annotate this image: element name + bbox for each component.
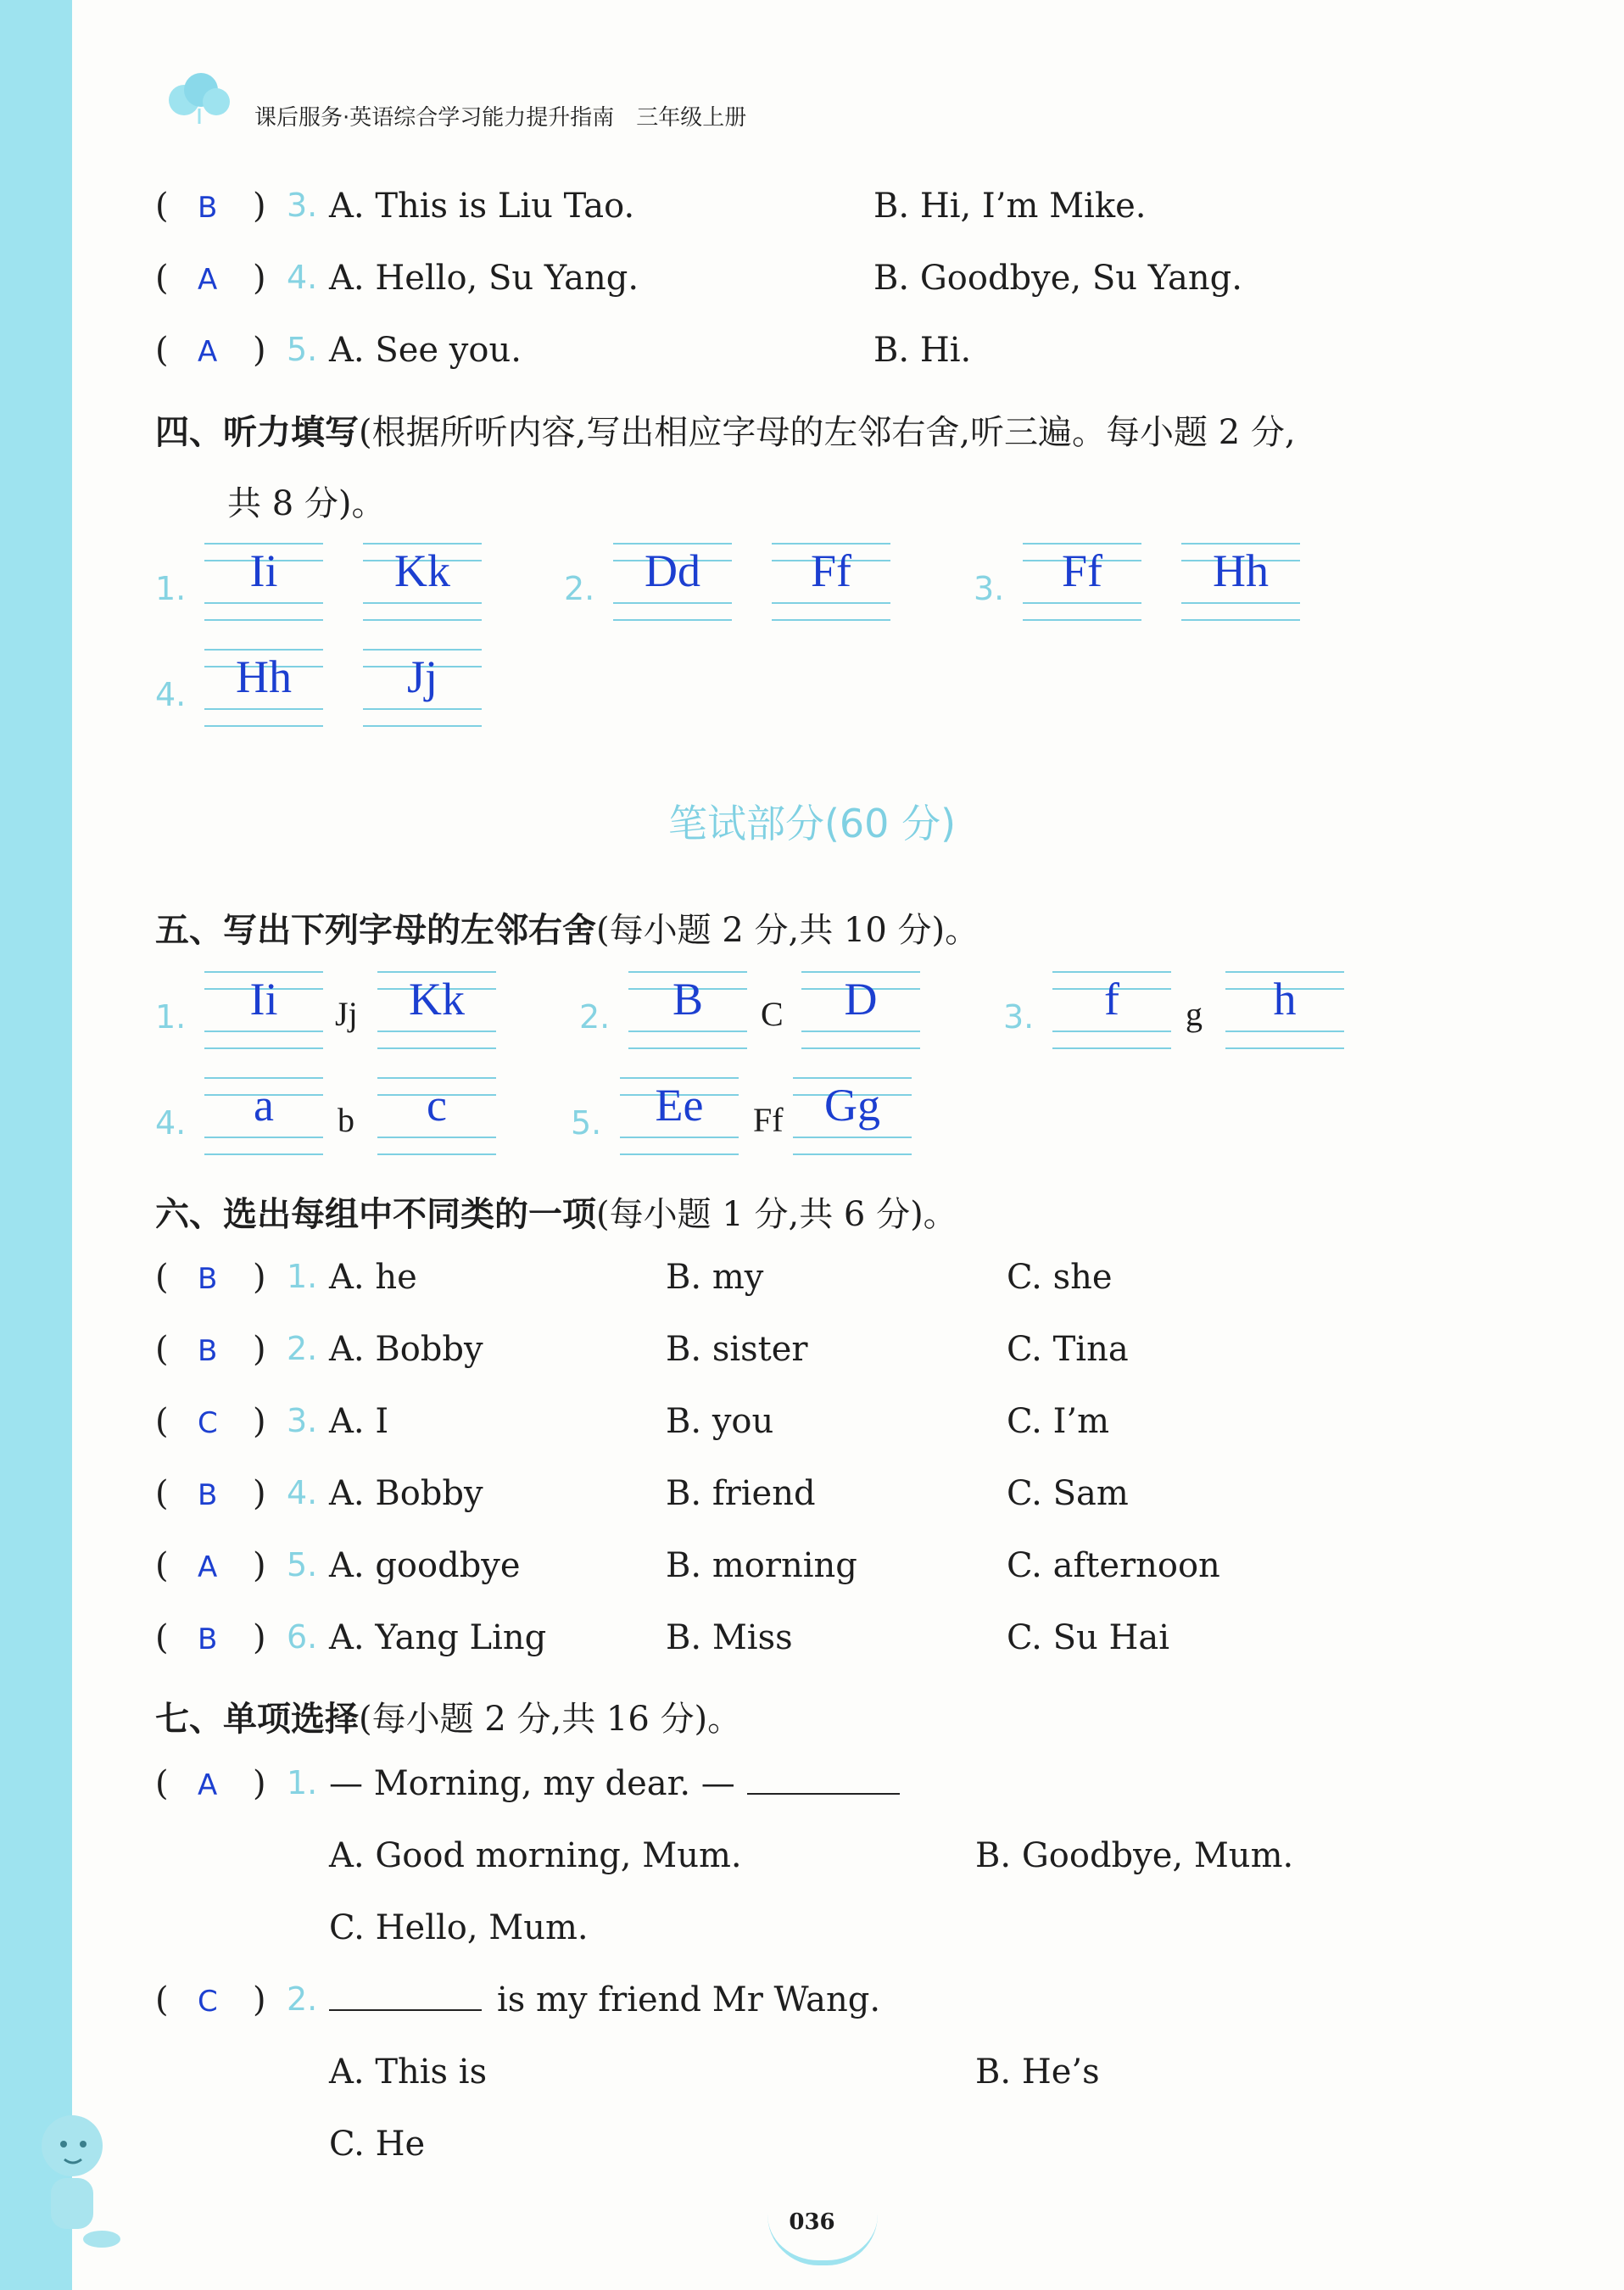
paren: ( (155, 1980, 169, 2019)
letter-answer: Ff (1061, 545, 1102, 596)
letter-answer-cell (801, 971, 920, 1047)
given-letter: Ff (753, 1101, 784, 1139)
option-a: A. he (329, 1258, 417, 1297)
question-number: 1. (155, 998, 187, 1036)
paren: ) (253, 1980, 266, 2019)
letter-answer-cell (628, 971, 747, 1047)
option-a: A. Yang Ling (329, 1618, 547, 1657)
answer-mark: B (198, 1334, 218, 1368)
letter-answer-cell (1023, 543, 1141, 619)
option-a: A. Hello, Su Yang. (329, 259, 639, 298)
question-number: 6. (287, 1618, 318, 1656)
answer-mark: C (198, 1985, 218, 2019)
answer-mark: A (198, 1768, 218, 1802)
paren: ) (253, 259, 266, 298)
header-title: 课后服务·英语综合学习能力提升指南 三年级上册 (254, 105, 747, 131)
option-b: B. Goodbye, Mum. (975, 1836, 1294, 1875)
option-b: B. He’s (975, 2053, 1100, 2092)
question-number: 5. (287, 1546, 318, 1583)
question-number: 1. (287, 1258, 318, 1295)
paren: ( (155, 1474, 169, 1513)
option-a: A. Good morning, Mum. (329, 1836, 742, 1875)
letter-answer-cell (204, 971, 323, 1047)
question-number: 4. (287, 259, 318, 296)
question-number: 2. (579, 998, 611, 1036)
letter-answer: Kk (394, 545, 450, 596)
option-b: B. friend (666, 1474, 816, 1513)
question-stem: — Morning, my dear. — (329, 1764, 900, 1803)
option-c: C. I’m (1007, 1402, 1110, 1441)
option-a: A. This is (329, 2053, 488, 2092)
question-number: 3. (974, 570, 1005, 607)
letter-answer: D (844, 974, 878, 1025)
question-number: 5. (287, 331, 318, 368)
letter-answer-cell (1225, 971, 1344, 1047)
option-b: B. sister (666, 1330, 808, 1369)
paren: ( (155, 1258, 169, 1297)
given-letter: b (338, 1101, 354, 1139)
option-b: B. Hi. (873, 331, 972, 370)
letter-answer-cell (204, 543, 323, 619)
option-a: A. This is Liu Tao. (329, 187, 635, 226)
letter-answer-cell (363, 649, 482, 725)
letter-answer: Hh (1213, 545, 1269, 596)
option-c: C. Sam (1007, 1474, 1129, 1513)
paren: ) (253, 1618, 266, 1657)
paren: ( (155, 259, 169, 298)
paren: ( (155, 1402, 169, 1441)
paren: ( (155, 1764, 169, 1803)
letter-answer-cell (377, 971, 496, 1047)
question-number: 3. (287, 187, 318, 224)
section5-heading: 五、写出下列字母的左邻右舍(每小题 2 分,共 10 分)。 (155, 911, 979, 950)
letter-answer: Kk (409, 974, 465, 1025)
letter-answer: f (1104, 974, 1119, 1025)
option-b: B. Miss (666, 1618, 793, 1657)
option-b: B. morning (666, 1546, 857, 1585)
letter-answer-cell (204, 1077, 323, 1153)
paren: ) (253, 1474, 266, 1513)
question-stem: is my friend Mr Wang. (329, 1980, 880, 2019)
option-b: B. my (666, 1258, 764, 1297)
question-number: 2. (564, 570, 595, 607)
letter-answer: Jj (406, 651, 438, 702)
paren: ( (155, 187, 169, 226)
letter-answer-cell (793, 1077, 912, 1153)
answer-mark: A (198, 263, 218, 297)
question-number: 5. (571, 1104, 602, 1142)
letter-answer-cell (204, 649, 323, 725)
letter-answer: c (427, 1080, 447, 1131)
paren: ( (155, 331, 169, 370)
option-a: A. See you. (329, 331, 522, 370)
letter-answer-cell (772, 543, 890, 619)
question-number: 3. (1003, 998, 1035, 1036)
option-b: B. Goodbye, Su Yang. (873, 259, 1242, 298)
question-number: 1. (287, 1764, 318, 1801)
paren: ( (155, 1546, 169, 1585)
page-number: 036 (789, 2209, 835, 2235)
letter-answer-cell (363, 543, 482, 619)
paren: ) (253, 1764, 266, 1803)
cloud-logo-icon (165, 66, 233, 126)
option-a: A. goodbye (329, 1546, 521, 1585)
paren: ) (253, 1258, 266, 1297)
answer-mark: A (198, 1550, 218, 1584)
letter-answer: a (254, 1080, 274, 1131)
answer-mark: C (198, 1406, 218, 1440)
section6-heading: 六、选出每组中不同类的一项(每小题 1 分,共 6 分)。 (155, 1195, 957, 1234)
paren: ) (253, 331, 266, 370)
option-c: C. Tina (1007, 1330, 1129, 1369)
section7-heading: 七、单项选择(每小题 2 分,共 16 分)。 (155, 1700, 742, 1739)
letter-answer: Dd (645, 545, 700, 596)
option-c: C. Su Hai (1007, 1618, 1170, 1657)
question-number: 4. (155, 676, 187, 713)
answer-mark: B (198, 1478, 218, 1512)
question-number: 4. (287, 1474, 318, 1511)
answer-mark: B (198, 191, 218, 225)
option-c: C. she (1007, 1258, 1113, 1297)
written-part-title: 笔试部分(60 分) (667, 801, 957, 846)
section4-heading-cont: 共 8 分)。 (227, 484, 386, 523)
option-c: C. He (329, 2125, 426, 2164)
paren: ( (155, 1618, 169, 1657)
question-number: 2. (287, 1980, 318, 2018)
paren: ) (253, 1402, 266, 1441)
option-c: C. Hello, Mum. (329, 1908, 589, 1947)
letter-answer: Ii (249, 974, 278, 1025)
given-letter: Jj (335, 995, 358, 1033)
option-a: A. Bobby (329, 1330, 483, 1369)
letter-answer-cell (1052, 971, 1171, 1047)
given-letter: g (1186, 995, 1203, 1033)
question-number: 3. (287, 1402, 318, 1439)
answer-mark: B (198, 1262, 218, 1296)
letter-answer: Ff (810, 545, 851, 596)
letter-answer: B (672, 974, 704, 1025)
question-number: 1. (155, 570, 187, 607)
letter-answer-cell (377, 1077, 496, 1153)
option-a: A. Bobby (329, 1474, 483, 1513)
section4-heading: 四、听力填写(根据所听内容,写出相应字母的左邻右舍,听三遍。每小题 2 分, (155, 413, 1296, 452)
letter-answer: Ii (249, 545, 278, 596)
letter-answer-cell (620, 1077, 739, 1153)
answer-mark: A (198, 335, 218, 369)
letter-answer: Ee (655, 1080, 704, 1131)
question-number: 4. (155, 1104, 187, 1142)
question-number: 2. (287, 1330, 318, 1367)
given-letter: C (761, 995, 784, 1033)
option-c: C. afternoon (1007, 1546, 1220, 1585)
paren: ) (253, 1546, 266, 1585)
letter-answer: h (1273, 974, 1297, 1025)
paren: ( (155, 1330, 169, 1369)
option-b: B. Hi, I’m Mike. (873, 187, 1147, 226)
letter-answer-cell (613, 543, 732, 619)
left-decorative-strip (0, 0, 72, 2290)
answer-mark: B (198, 1623, 218, 1656)
option-b: B. you (666, 1402, 774, 1441)
letter-answer-cell (1181, 543, 1300, 619)
option-a: A. I (329, 1402, 389, 1441)
paren: ) (253, 187, 266, 226)
letter-answer: Hh (236, 651, 292, 702)
paren: ) (253, 1330, 266, 1369)
letter-answer: Gg (824, 1080, 880, 1131)
